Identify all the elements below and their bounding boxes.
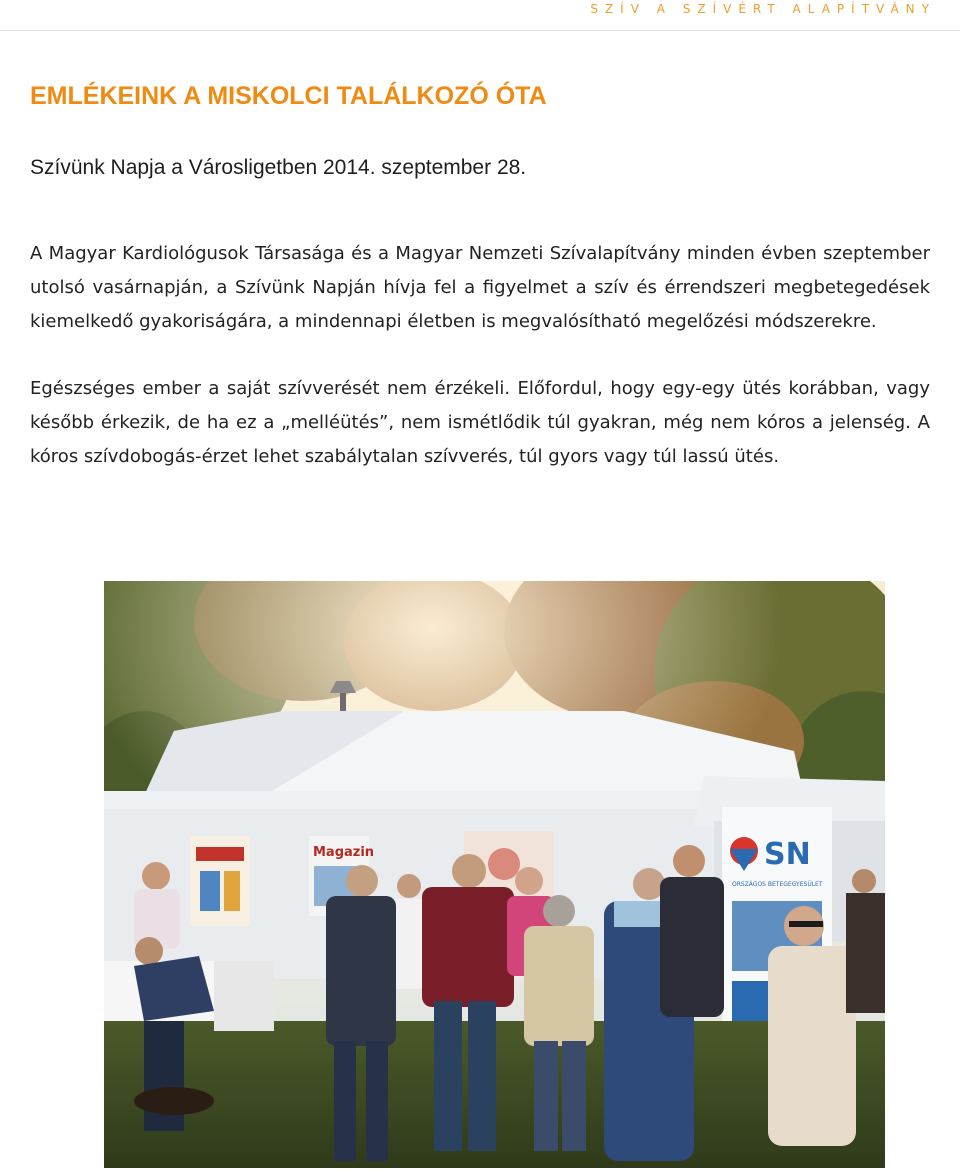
header-bar (0, 0, 960, 31)
paragraph-intro: A Magyar Kardiológusok Társasága és a Magyar Nemzeti Szívalapítvány minden évben szeptember utolsó vasárnapján, a Szívünk Napján hívja fel a figyelmet a szív és érrendszeri megbetegedések kiemelkedő gyakoriságára, a mindennapi életben is megvalósítható megelőzési módszerekre. (30, 243, 930, 332)
event-photo (104, 581, 885, 1168)
sn-subtitle: ORSZÁGOS BETEGEGYESÜLET (732, 881, 823, 888)
paragraph-heartbeat: Egészséges ember a saját szívverését nem érzékeli. Előfordul, hogy egy-egy ütés korábban, vagy később érkezik, de ha ez a „melléütés”, nem ismétlődik túl gyakran, még nem kóros a jelenség. A kóros szívdobogás-érzet lehet szabálytalan szívverés, túl gyors vagy túl lassú ütés. (30, 378, 930, 467)
page-title: EMLÉKEINK A MISKOLCI TALÁLKOZÓ ÓTA (30, 82, 547, 110)
magazine-label: Magazin (313, 845, 375, 860)
sn-logo-text: SN (764, 837, 811, 872)
article-subtitle: Szívünk Napja a Városligetben 2014. szeptember 28. (30, 156, 527, 179)
header-brand: SZÍV A SZÍVÉRT ALAPÍTVÁNY (590, 2, 936, 16)
